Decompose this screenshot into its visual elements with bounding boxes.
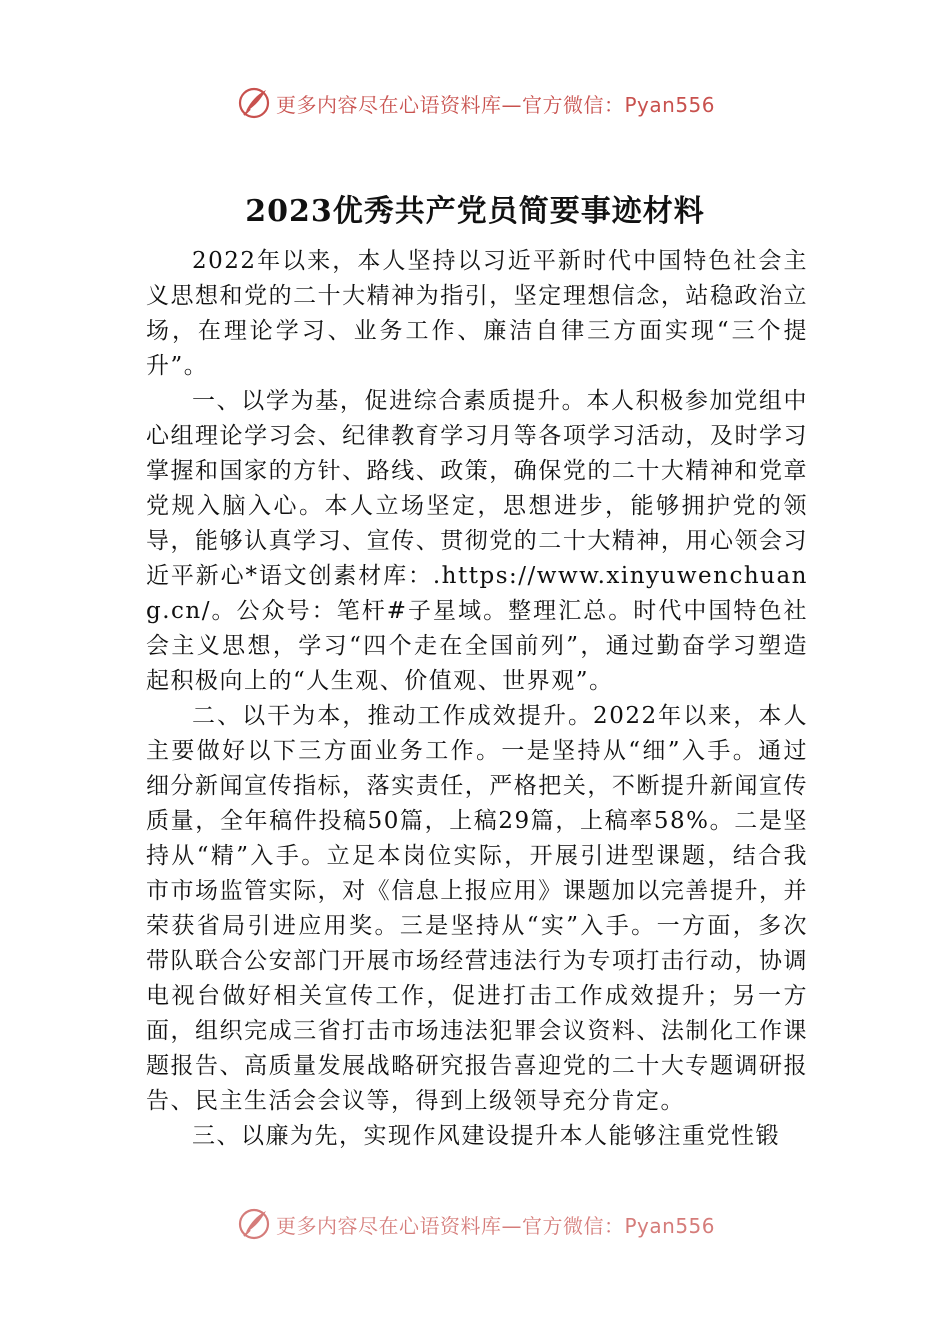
document-title: 2023优秀共产党员简要事迹材料 <box>245 194 705 229</box>
paragraph-section-1: 一、以学为基，促进综合素质提升。本人积极参加党组中心组理论学习会、纪律教育学习月等各项学习活动，及时学习掌握和国家的方针、路线、政策，确保党的二十大精神和党章党规入脑入心。本人立场坚定，思想进步，能够拥护党的领导，能够认真学习、宣传、贯彻党的二十大精神，用心领会习近平新心*语文创素材库：.https://www.xinyuwenchuang.cn/。公众号：笔杆#子星域。整理汇总。时代中国特色社会主义思想，学习“四个走在全国前列”，通过勤奋学习塑造起积极向上的“人生观、价值观、世界观”。 <box>146 388 808 694</box>
paragraph-section-2: 二、以干为本，推动工作成效提升。2022年以来，本人主要做好以下三方面业务工作。一是坚持从“细”入手。通过细分新闻宣传指标，落实责任，严格把关，不断提升新闻宣传质量，全年稿件投稿50篇，上稿29篇，上稿率58%。二是坚持从“精”入手。立足本岗位实际，开展引进型课题，结合我市市场监管实际，对《信息上报应用》课题加以完善提升，并荣获省局引进应用奖。三是坚持从“实”入手。一方面，多次带队联合公安部门开展市场经营违法行为专项打击行动，协调电视台做好相关宣传工作，促进打击工作成效提升；另一方面，组织完成三省打击市场违法犯罪会议资料、法制化工作课题报告、高质量发展战略研究报告喜迎党的二十大专题调研报告、民主生活会会议等，得到上级领导充分肯定。 <box>146 703 808 1114</box>
watermark-text: 更多内容尽在心语资料库—官方微信：Pyan556 <box>276 1213 716 1238</box>
paragraph-section-3: 三、以廉为先，实现作风建设提升本人能够注重党性锻 <box>192 1123 780 1149</box>
watermark-text: 更多内容尽在心语资料库—官方微信：Pyan556 <box>276 92 716 117</box>
quill-logo-icon <box>236 85 272 121</box>
paragraph-intro: 2022年以来，本人坚持以习近平新时代中国特色社会主义思想和党的二十大精神为指引，坚定理想信念，站稳政治立场，在理论学习、业务工作、廉洁自律三方面实现“三个提升”。 <box>146 248 808 379</box>
watermark-header <box>236 85 715 121</box>
watermark-footer <box>236 1206 715 1242</box>
quill-logo-icon <box>236 1206 272 1242</box>
document-body <box>146 244 808 1154</box>
